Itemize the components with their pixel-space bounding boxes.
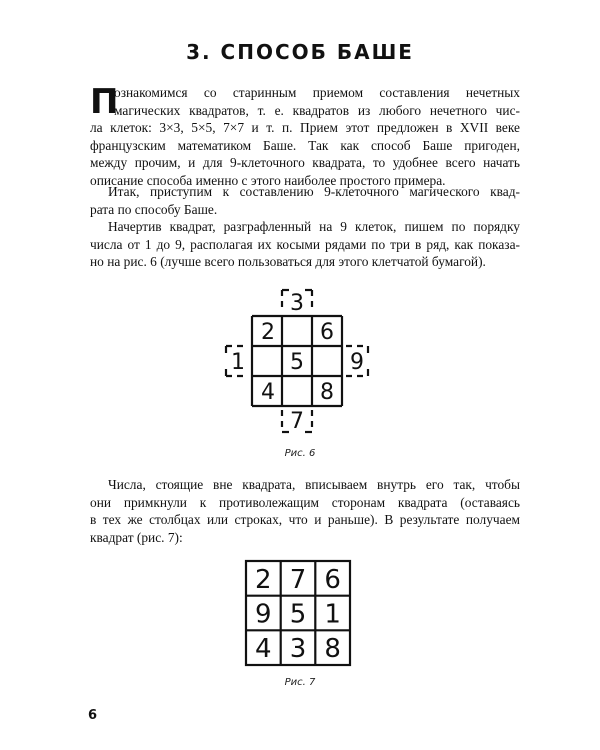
page-number: 6 — [88, 708, 98, 723]
cell-number: 2 — [261, 320, 275, 345]
square-cell: 9 — [255, 599, 272, 630]
text-line: Итак, приступим к составлению 9-клеточного магического квад- — [108, 184, 520, 199]
drop-cap: П — [90, 82, 119, 122]
text-line: в тех же столбцах или строках, что и раньше). В результате получаем — [90, 512, 520, 527]
text-line: Числа, стоящие вне квадрата, вписываем внутрь его так, чтобы — [108, 477, 520, 492]
text-line: но на рис. 6 (лучше всего пользоваться для этого клетчатой бумагой). — [90, 254, 486, 269]
square-cell: 8 — [324, 634, 341, 664]
outside-number-bottom: 7 — [290, 409, 304, 434]
cell-number: 8 — [320, 380, 334, 405]
text-line: они примкнули к противолежащим сторонам квадрата (оставаясь — [90, 494, 520, 510]
cell-number: 6 — [320, 320, 334, 345]
square-cell: 1 — [324, 599, 341, 630]
paragraph-2 — [90, 183, 520, 218]
section-heading: 3. СПОСОБ БАШЕ — [186, 40, 414, 64]
square-cell: 2 — [255, 565, 272, 595]
text-line: магических квадратов, т. е. квадратов из любого нечетного чис- — [114, 102, 520, 118]
outside-number-left: 1 — [231, 350, 245, 375]
text-line: рата по способу Баше. — [90, 201, 218, 217]
outside-number-right: 9 — [350, 350, 364, 375]
cell-number: 5 — [290, 350, 304, 375]
text-line: между прочим, и для 9-клеточного квадрата, то удобнее всего начать — [90, 155, 520, 170]
figure-7-magic-square — [244, 559, 352, 667]
figure-6-caption: Рис. 6 — [284, 448, 316, 459]
square-cell: 6 — [324, 565, 341, 595]
text-line: квадрат (рис. 7): — [90, 529, 183, 545]
text-line: ознакомимся со старинным приемом составления нечетных — [114, 85, 520, 100]
square-cell: 4 — [255, 634, 272, 664]
text-line: французским математиком Баше. Так как способ Баше пригоден, — [90, 137, 520, 153]
outside-number-top: 3 — [290, 291, 304, 316]
paragraph-4 — [90, 476, 520, 546]
text-line: ла клеток: 3×3, 5×5, 7×7 и т. п. Прием этот предложен в XVII веке — [90, 120, 520, 135]
figure-6-diagram — [222, 286, 372, 436]
text-line: описание способа именно с этого наиболее простого примера. — [90, 172, 446, 188]
figure-7-caption: Рис. 7 — [284, 677, 316, 688]
text-line: Начертив квадрат, разграфленный на 9 клеток, пишем по порядку — [108, 219, 520, 234]
cell-number: 4 — [261, 380, 275, 405]
paragraph-3 — [90, 218, 520, 271]
text-line: числа от 1 до 9, располагая их косыми рядами по три в ряд, как показа- — [90, 236, 520, 252]
square-cell: 3 — [289, 634, 307, 664]
square-cell: 5 — [289, 599, 307, 630]
square-cell: 7 — [289, 565, 307, 595]
intro-paragraph — [90, 84, 520, 189]
